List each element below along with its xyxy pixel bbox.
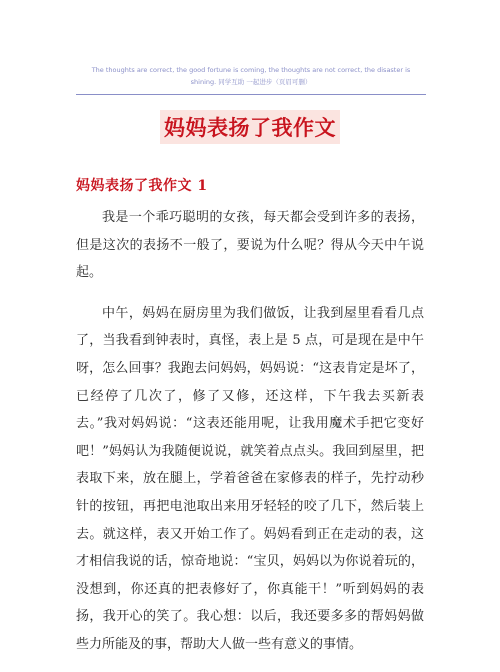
header-text: The thoughts are correct, the good fortune is coming, the thoughts are not correct, the disaster is shining. 同学互助 一起进步（页眉可删）	[91, 66, 411, 86]
essay-body	[76, 204, 424, 672]
document-title	[0, 110, 500, 144]
paragraph: 中午，妈妈在厨房里为我们做饭，让我到屋里看看几点了，当我看到钟表时，真怪，表上是 5 点，可是现在是中午呀，怎么回事？我跑去问妈妈，妈妈说：“这表肯定是坏了，已经停了几次了，修了又修，还这样，下午我去买新表去。”我对妈妈说：“这表还能用呢，让我用魔术手把它变好吧！”妈妈认为我随便说说，就笑着点点头。我回到屋里，把表取下来，放在腿上，学着爸爸在家修表的样子，先拧动秒针的按钮，再把电池取出来用牙轻轻的咬了几下，然后装上去。就这样，表又开始工作了。妈妈看到正在走动的表，这才相信我说的话，惊奇地说：“宝贝，妈妈以为你说着玩的，没想到，你还真的把表修好了，你真能干！”听到妈妈的表扬，我开心的笑了。我心想：以后，我还要多多的帮妈妈做些力所能及的事，帮助大人做一些有意义的事情。	[76, 305, 424, 652]
page-header	[78, 64, 424, 88]
section-title: 妈妈表扬了我作文 1	[76, 178, 208, 194]
header-divider	[76, 94, 426, 95]
document-title-text: 妈妈表扬了我作文	[160, 110, 340, 144]
paragraph: 我是一个乖巧聪明的女孩，每天都会受到许多的表扬，但是这次的表扬不一般了，要说为什么呢？得从今天中午说起。	[76, 210, 424, 281]
